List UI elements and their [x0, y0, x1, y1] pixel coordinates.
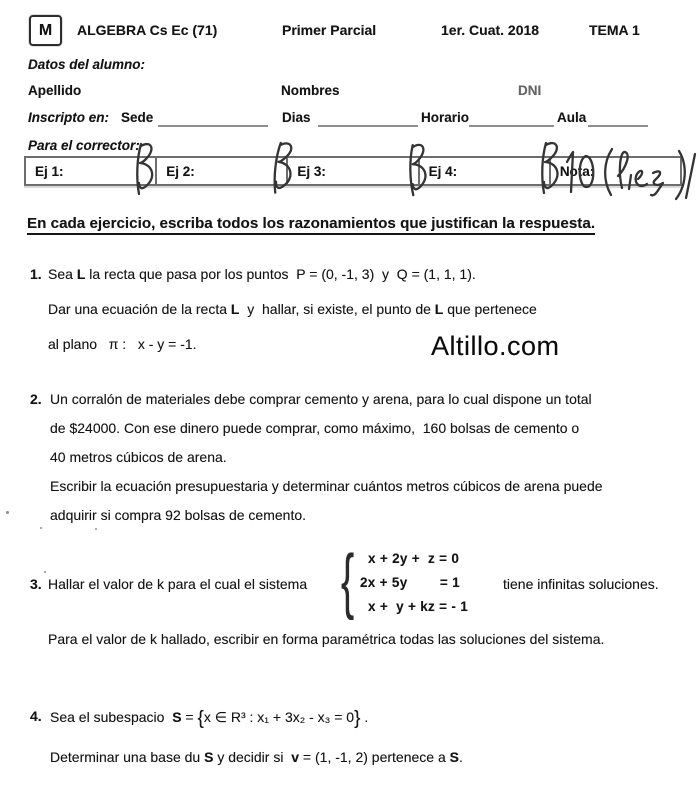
apellido-label: Apellido [28, 83, 82, 98]
dias-blank [318, 124, 418, 127]
exercise-4-line-2: Determinar una base du S y decidir si v = (1, -1, 2) pertenece a S. [50, 749, 463, 765]
exercise-1-line-3: al plano π : x - y = -1. [48, 336, 197, 352]
system-equation-2: 2x + 5y = 1 [360, 575, 460, 590]
grading-cell-ej1 [26, 158, 157, 184]
course-title: ALGEBRA Cs Ec (71) [77, 22, 218, 38]
system-left-brace: { [341, 541, 355, 621]
aula-blank [588, 124, 648, 127]
logo-m-box [29, 15, 62, 46]
exercise-3-followup: Para el valor de k hallado, escribir en forma paramétrica todas las soluciones del sistema. [48, 631, 605, 647]
grading-table [24, 156, 682, 186]
inscripto-label: Inscripto en: [28, 110, 110, 125]
exercise-2-line-5: adquirir si compra 92 bolsas de cemento. [50, 507, 307, 523]
scan-artifact [40, 527, 42, 529]
sede-label: Sede [121, 110, 154, 125]
student-section-label: Datos del alumno: [28, 57, 146, 72]
sede-blank [158, 124, 268, 127]
grading-cell-ej3 [288, 158, 419, 184]
scan-artifact [6, 511, 9, 514]
exam-term: 1er. Cuat. 2018 [441, 22, 540, 38]
exam-tema: TEMA 1 [589, 22, 640, 38]
grading-cell-ej4 [420, 158, 551, 184]
dni-label: DNI [518, 83, 542, 98]
logo-letter: M [38, 21, 53, 39]
system-equation-3: x + y + kz = - 1 [368, 599, 469, 614]
nota-label: Nota: [559, 163, 595, 179]
exam-type: Primer Parcial [282, 22, 377, 38]
exercise-1-line-1: Sea L la recta que pasa por los puntos P = (0, -1, 3) y Q = (1, 1, 1). [48, 266, 476, 282]
exercise-2-line-2: de $24000. Con ese dinero puede comprar, como máximo, 160 bolsas de cemento o [50, 420, 580, 436]
ej1-label: Ej 1: [35, 163, 64, 179]
nombres-label: Nombres [281, 83, 340, 98]
exercise-2-number: 2. [30, 391, 42, 407]
dias-label: Dias [282, 110, 311, 125]
ej2-label: Ej 2: [166, 163, 195, 179]
altillo-watermark: Altillo.com [431, 331, 560, 361]
exercise-3-number: 3. [30, 576, 42, 592]
exercise-2-line-3: 40 metros cúbicos de arena. [50, 449, 227, 465]
scan-artifact [95, 528, 97, 530]
ej3-label: Ej 3: [297, 163, 326, 179]
exercise-1-number: 1. [30, 266, 42, 282]
scan-artifact [44, 571, 46, 573]
exercise-1-line-2: Dar una ecuación de la recta L y hallar, si existe, el punto de L que pertenece [48, 301, 537, 317]
grading-cell-ej2 [157, 158, 288, 184]
ej4-label: Ej 4: [428, 163, 458, 179]
exercise-4-number: 4. [30, 708, 42, 724]
instructions-heading: En cada ejercicio, escriba todos los razonamientos que justifican la respuesta. [27, 215, 595, 235]
exercise-3-intro: Hallar el valor de k para el cual el sistema [48, 576, 308, 592]
horario-blank [469, 124, 554, 127]
grading-cell-nota [551, 158, 680, 184]
exercise-2-line-1: Un corralón de materiales debe comprar cemento y arena, para lo cual dispone un total [50, 391, 592, 407]
corrector-section-label: Para el corrector: [28, 138, 140, 153]
exercise-2-line-4: Escribir la ecuación presupuestaria y determinar cuántos metros cúbicos de arena puede [50, 478, 603, 494]
exercise-3-outro: tiene infinitas soluciones. [503, 576, 659, 592]
aula-label: Aula [557, 110, 587, 125]
system-equation-1: x + 2y + z = 0 [368, 551, 460, 566]
exercise-4-line-1: Sea el subespacio S = {x ∈ R³ : x₁ + 3x₂ - x₃ = 0} . [50, 708, 369, 729]
horario-label: Horario [421, 110, 470, 125]
